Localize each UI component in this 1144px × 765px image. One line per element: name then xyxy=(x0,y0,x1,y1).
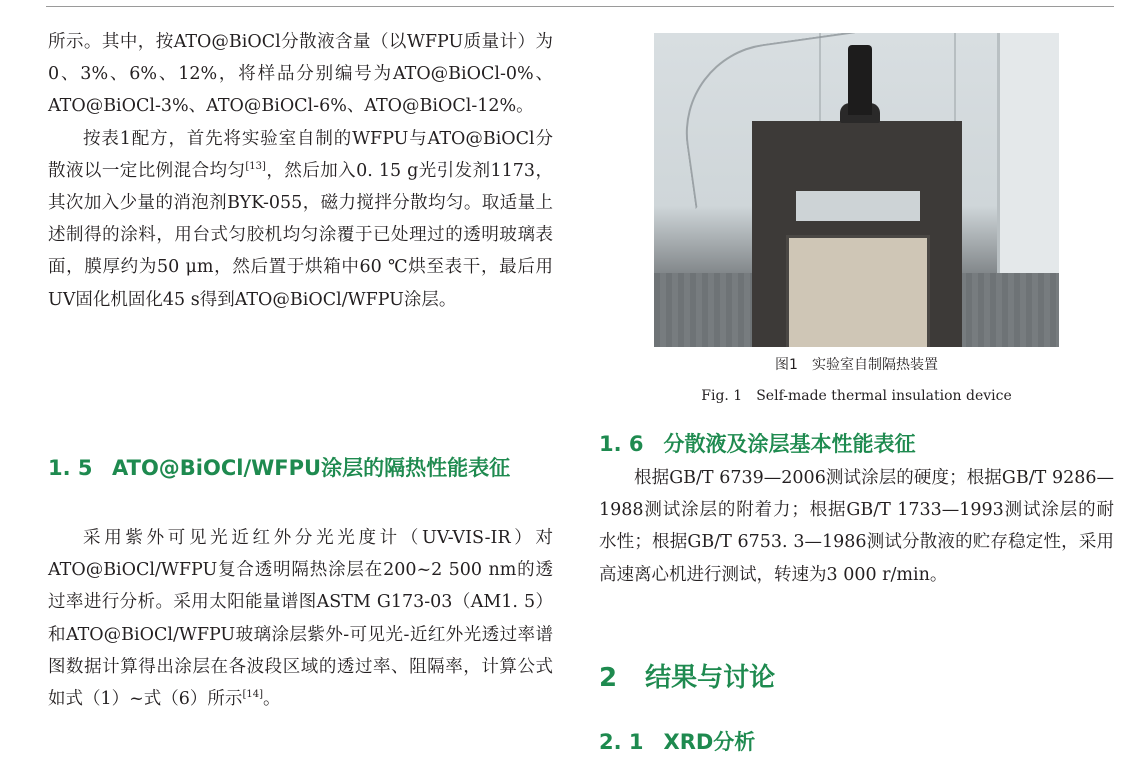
right-column xyxy=(599,462,1114,591)
section-heading-1-6 xyxy=(599,428,916,460)
figure-1-photo xyxy=(654,33,1059,347)
paragraph-uv-vis-ir-end: 。 xyxy=(262,689,281,710)
section-title-2: 结果与讨论 xyxy=(645,663,776,693)
section-title-1-6: 分散液及涂层基本性能表征 xyxy=(663,432,916,456)
section-number-2: 2 xyxy=(599,663,618,693)
section-heading-1-5 xyxy=(48,450,553,486)
paragraph-sample-naming: 所示。其中，按ATO@BiOCl分散液含量（以WFPU质量计）为0、3%、6%、12%，将样品分别编号为ATO@BiOCl-0%、ATO@BiOCl-3%、ATO@BiOCl-6%、ATO@BiOCl-12%。 xyxy=(48,32,553,117)
left-column-lower xyxy=(48,522,553,715)
header-rule xyxy=(46,6,1114,7)
paragraph-basic-properties: 根据GB/T 6739—2006测试涂层的硬度；根据GB/T 9286—1988测试涂层的附着力；根据GB/T 1733—1993测试涂层的耐水性；根据GB/T 6753. 3—1986测试分散液的贮存稳定性，采用高速离心机进行测试，转速为3 000 r/min。 xyxy=(599,468,1114,585)
paragraph-preparation xyxy=(48,123,553,316)
figure-caption-en: Fig. 1 Self-made thermal insulation device xyxy=(701,388,1012,404)
lamp xyxy=(848,45,872,115)
cabinet xyxy=(997,33,1059,273)
insulation-box-opening xyxy=(796,191,920,221)
section-number-1-5: 1. 5 xyxy=(48,456,93,480)
left-column xyxy=(48,26,553,316)
insulation-box-panel xyxy=(786,235,930,347)
paragraph-uv-vis-ir xyxy=(48,522,553,715)
section-title-2-1: XRD分析 xyxy=(663,730,756,754)
section-heading-2-1 xyxy=(599,726,755,758)
paragraph-preparation-text-a: 按表1配方，首先将实验室自制的WFPU与ATO@BiOCl分散液以一定比例混合均匀 xyxy=(48,128,553,181)
section-number-1-6: 1. 6 xyxy=(599,432,644,456)
citation-14[interactable]: [14] xyxy=(242,689,263,701)
section-heading-2 xyxy=(599,660,775,696)
citation-13[interactable]: [13] xyxy=(245,160,266,172)
paragraph-uv-vis-ir-text: 采用紫外可见光近红外分光光度计（UV-VIS-IR）对ATO@BiOCl/WFPU复合透明隔热涂层在200~2 500 nm的透过率进行分析。采用太阳能量谱图ASTM G173-03（AM1. 5）和ATO@BiOCl/WFPU玻璃涂层紫外-可见光-近红外光透过率谱图数据计算得出涂层在各波段区域的透过率、阻隔率，计算公式如式（1）~式（6）所示 xyxy=(48,528,553,710)
paragraph-preparation-text-b: ，然后加入0. 15 g光引发剂1173，其次加入少量的消泡剂BYK-055，磁力搅拌分散均匀。取适量上述制得的涂料，用台式匀胶机均匀涂覆于已处理过的透明玻璃表面，膜厚约为50 μm，然后置于烘箱中60 ℃烘至表干，最后用UV固化机固化45 s得到ATO@BiOCl/WFPU涂层。 xyxy=(48,160,554,310)
section-title-1-5: ATO@BiOCl/WFPU涂层的隔热性能表征 xyxy=(112,456,511,480)
figure-caption-cn: 图1 实验室自制隔热装置 xyxy=(775,357,938,373)
section-number-2-1: 2. 1 xyxy=(599,730,644,754)
